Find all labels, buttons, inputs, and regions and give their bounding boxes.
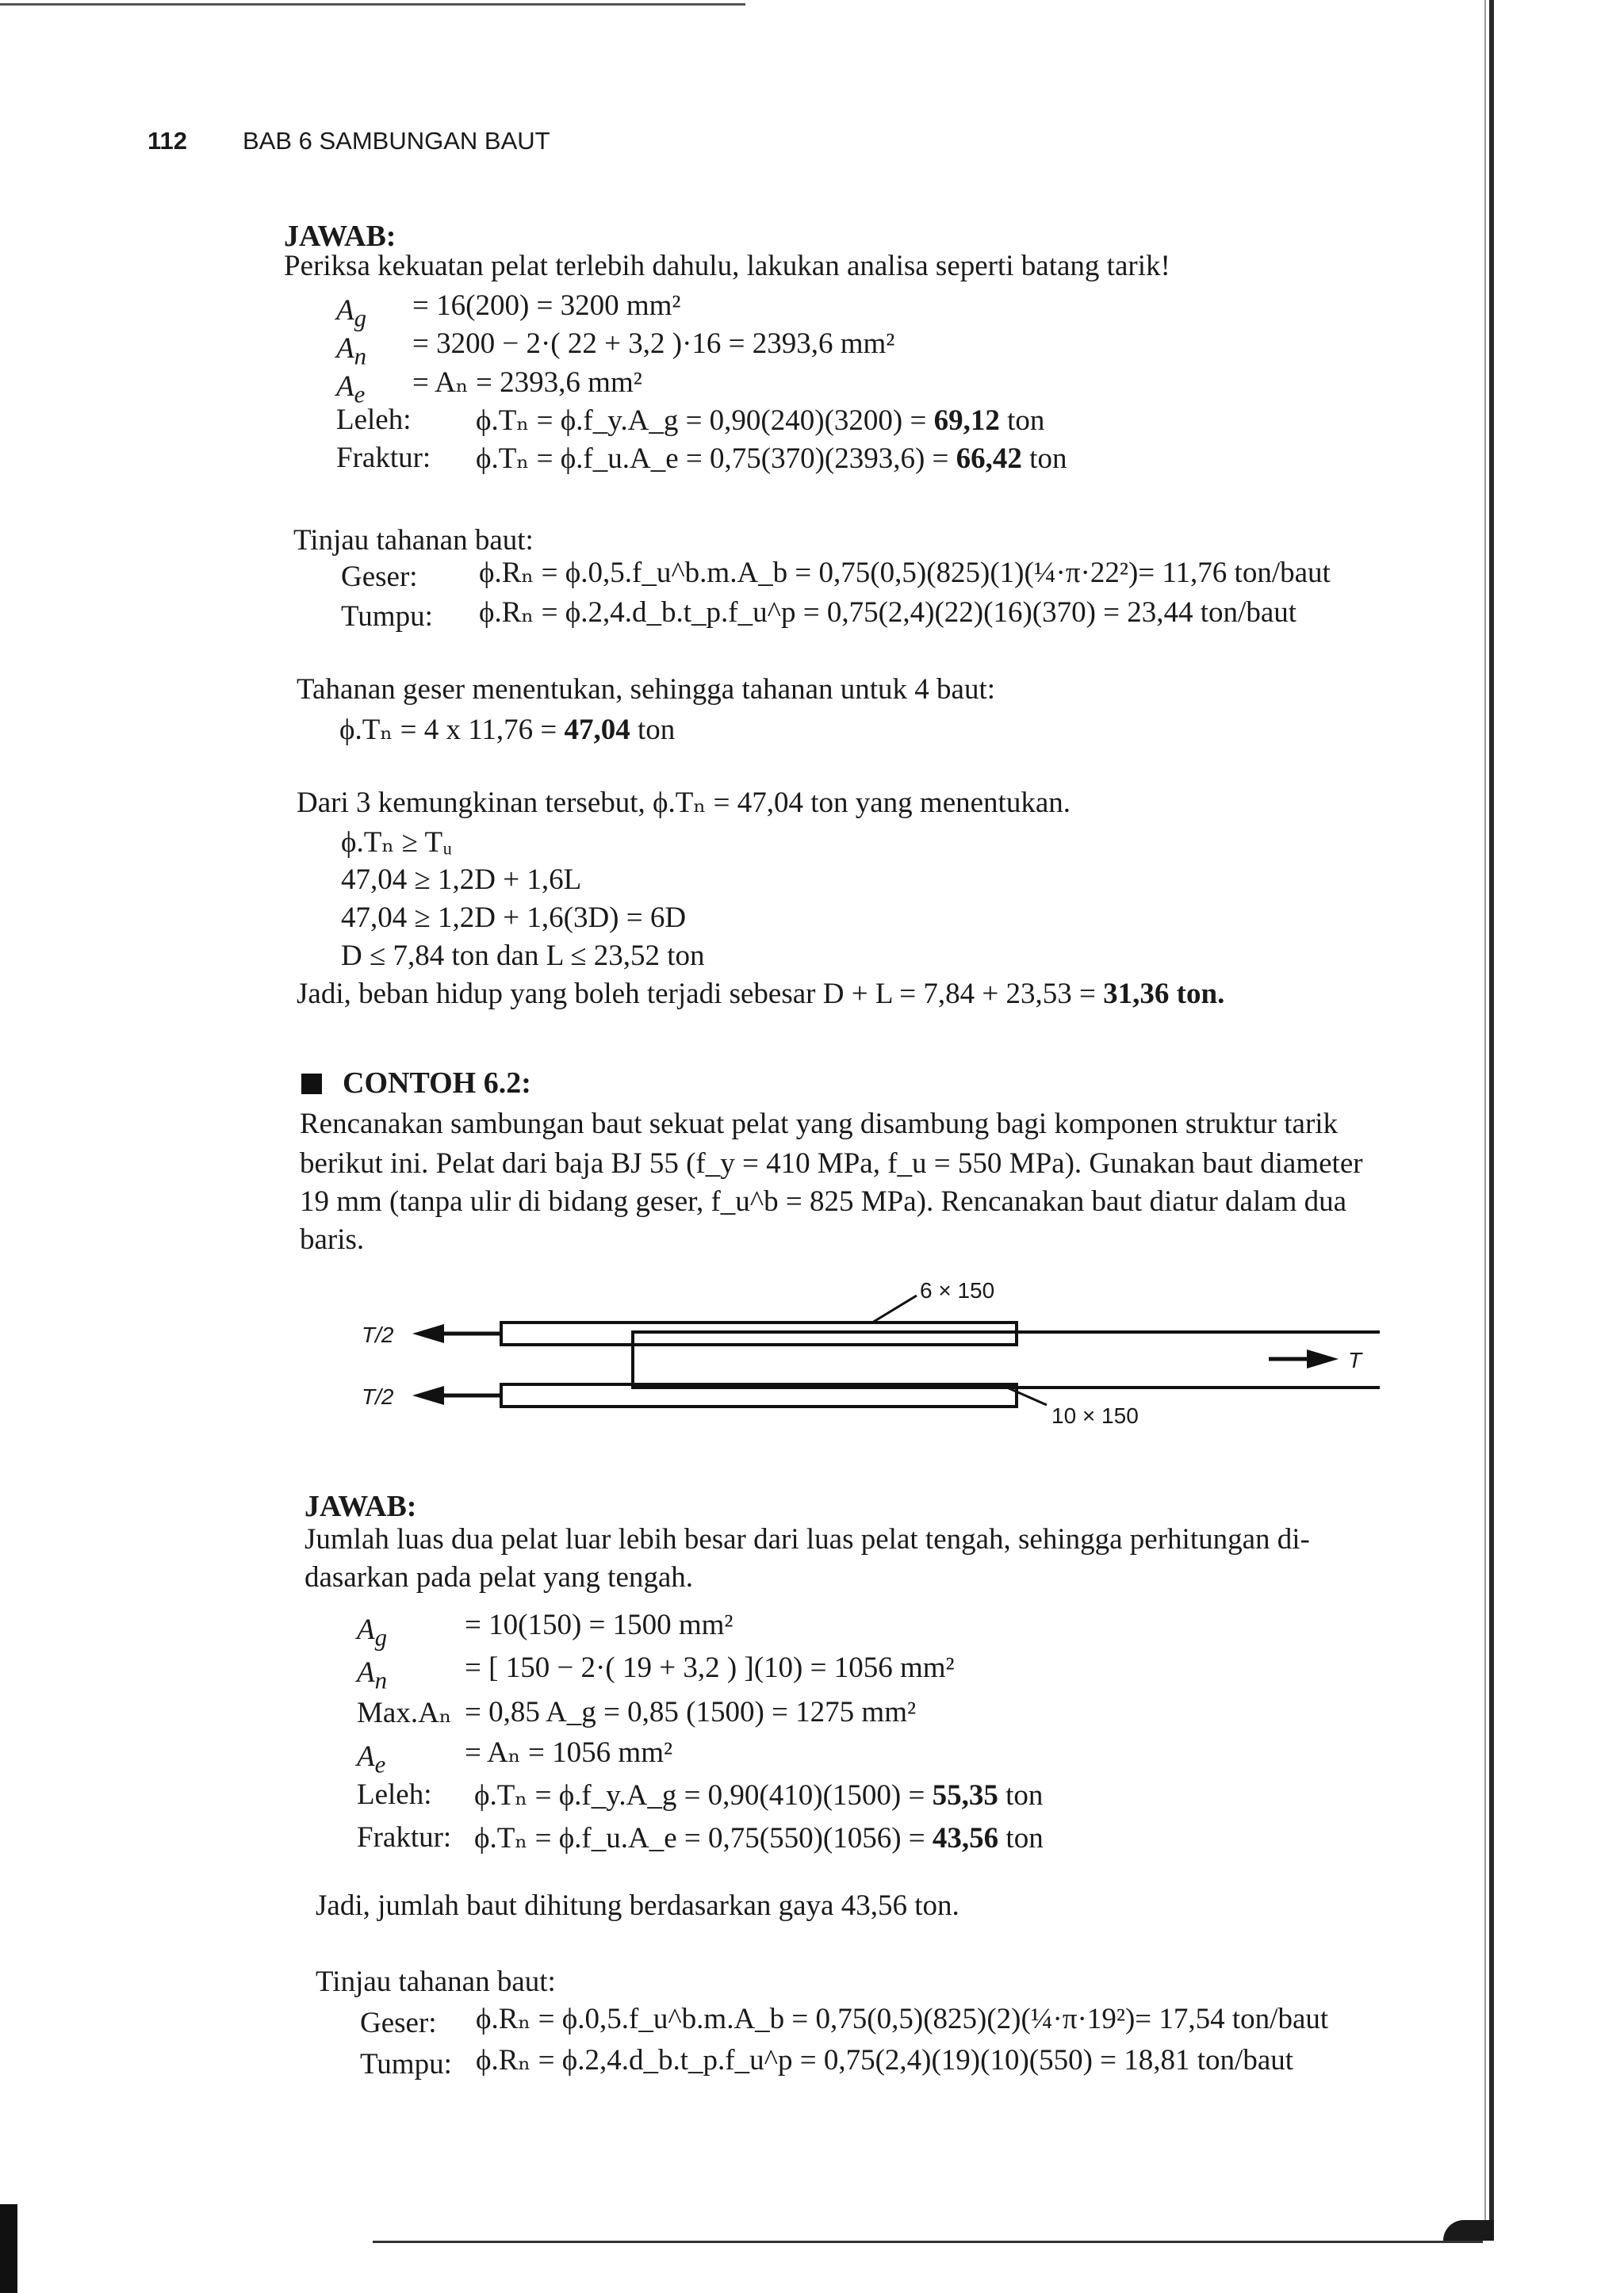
left-arrow-bottom-icon	[412, 1386, 444, 1405]
answer2-line-1: Jumlah luas dua pelat luar lebih besar dari luas pelat tengah, sehingga perhitungan di-	[304, 1523, 1310, 1556]
leleh-unit: ton	[999, 404, 1045, 437]
leleh-result: 69,12	[933, 404, 1000, 437]
an-value: = 3200 − 2·( 22 + 3,2 )·16 = 2393,6 mm²	[412, 327, 895, 360]
fraktur2-result: 43,56	[932, 1822, 999, 1855]
fraktur-label: Fraktur:	[336, 442, 431, 474]
an2-value: = [ 150 − 2·( 19 + 3,2 ) ](10) = 1056 mm²	[465, 1652, 955, 1684]
answer2-heading: JAWAB:	[304, 1490, 417, 1523]
leleh-label: Leleh:	[336, 404, 412, 436]
plate-splice-figure	[333, 1269, 1380, 1443]
leleh2-unit: ton	[998, 1779, 1044, 1812]
right-binding-edge-inner	[1484, 0, 1486, 2220]
left-force-top: T/2	[362, 1323, 394, 1347]
example-heading: CONTOH 6.2:	[343, 1066, 531, 1100]
conclusion-line: Dari 3 kemungkinan tersebut, ϕ.Tₙ = 47,04 ton yang menentukan.	[297, 787, 1071, 819]
chapter-title: BAB 6 SAMBUNGAN BAUT	[243, 127, 550, 155]
max-an-label: Max.Aₙ	[357, 1697, 452, 1729]
ae-label: $A_e$	[336, 370, 366, 408]
page-number: 112	[147, 127, 188, 155]
inner-plate-label: 10 × 150	[1051, 1403, 1139, 1428]
inner-plate-leader	[1007, 1388, 1047, 1405]
geser2-label: Geser:	[360, 2007, 437, 2039]
final-result: 31,36 ton.	[1103, 978, 1225, 1010]
example-line-2: berikut ini. Pelat dari baja BJ 55 (f_y = 410 MPa, f_u = 550 MPa). Gunakan baut diameter	[300, 1147, 1363, 1180]
inequality-1: ϕ.Tₙ ≥ Tᵤ	[341, 826, 453, 859]
bottom-right-curl	[1443, 2220, 1494, 2241]
ae-value: = Aₙ = 2393,6 mm²	[412, 366, 642, 399]
leleh2-result: 55,35	[932, 1779, 998, 1812]
four-bolts-formula: ϕ.Tₙ = 4 x 11,76 =	[339, 714, 565, 746]
fraktur2-formula: ϕ.Tₙ = ϕ.f_u.A_e = 0,75(550)(1056) =	[474, 1822, 933, 1855]
ae2-label: $A_e$	[357, 1740, 386, 1778]
fraktur2-unit: ton	[998, 1822, 1044, 1855]
geser2-formula: ϕ.Rₙ = ϕ.0,5.f_u^b.m.A_b = 0,75(0,5)(825)(2)(¼·π·19²)= 17,54 ton/baut	[476, 2003, 1329, 2035]
top-edge-line	[0, 3, 745, 6]
ag2-label: $A_g$	[357, 1614, 388, 1652]
geser-formula: ϕ.Rₙ = ϕ.0,5.f_u^b.m.A_b = 0,75(0,5)(825)(1)(¼·π·22²)= 11,76 ton/baut	[479, 557, 1331, 589]
an2-label: $A_n$	[357, 1656, 388, 1694]
max-an-value: = 0,85 A_g = 0,85 (1500) = 1275 mm²	[465, 1696, 917, 1728]
right-binding-edge	[1489, 0, 1494, 2220]
inner-plate	[633, 1332, 1380, 1388]
example-line-1: Rencanakan sambungan baut sekuat pelat yang disambung bagi komponen struktur tarik	[300, 1108, 1339, 1140]
tumpu-label: Tumpu:	[341, 600, 433, 633]
example-line-3: 19 mm (tanpa ulir di bidang geser, f_u^b = 825 MPa). Rencanakan baut diatur dalam dua	[300, 1185, 1347, 1218]
right-arrow-icon	[1307, 1349, 1339, 1369]
leleh2-line	[474, 1778, 1043, 1813]
leleh-line	[476, 403, 1044, 438]
final-line	[297, 977, 1224, 1011]
inequality-3: 47,04 ≥ 1,2D + 1,6(3D) = 6D	[341, 902, 687, 934]
bolts-count: Jadi, jumlah baut dihitung berdasarkan gaya 43,56 ton.	[316, 1889, 959, 1922]
shear-governs: Tahanan geser menentukan, sehingga tahanan untuk 4 baut:	[297, 673, 996, 706]
tumpu2-formula: ϕ.Rₙ = ϕ.2,4.d_b.t_p.f_u^p = 0,75(2,4)(19)(10)(550) = 18,81 ton/baut	[476, 2044, 1294, 2077]
bottom-edge-line	[373, 2241, 1483, 2243]
final-text: Jadi, beban hidup yang boleh terjadi sebesar D + L = 7,84 + 23,53 =	[297, 978, 1104, 1010]
tumpu-formula: ϕ.Rₙ = ϕ.2,4.d_b.t_p.f_u^p = 0,75(2,4)(22)(16)(370) = 23,44 ton/baut	[479, 596, 1297, 629]
four-bolts	[339, 712, 675, 747]
left-force-bottom: T/2	[362, 1384, 394, 1409]
inequality-4: D ≤ 7,84 ton dan L ≤ 23,52 ton	[341, 940, 705, 972]
fraktur2-line	[474, 1820, 1044, 1855]
outer-plate-label: 6 × 150	[920, 1278, 995, 1303]
outer-plate-leader	[872, 1296, 917, 1323]
fraktur-line	[476, 441, 1067, 476]
answer2-line-2: dasarkan pada pelat yang tengah.	[304, 1561, 694, 1594]
ae2-value: = Aₙ = 1056 mm²	[465, 1736, 673, 1769]
fraktur-formula: ϕ.Tₙ = ϕ.f_u.A_e = 0,75(370)(2393,6) =	[476, 442, 956, 475]
an-label: $A_n$	[336, 332, 367, 370]
fraktur2-label: Fraktur:	[357, 1821, 452, 1854]
leleh2-formula: ϕ.Tₙ = ϕ.f_y.A_g = 0,90(410)(1500) =	[474, 1779, 933, 1812]
bolt-intro: Tinjau tahanan baut:	[293, 524, 534, 557]
fraktur-result: 66,42	[956, 442, 1022, 475]
answer1-intro: Periksa kekuatan pelat terlebih dahulu, lakukan analisa seperti batang tarik!	[284, 250, 1170, 282]
bolt-intro-2: Tinjau tahanan baut:	[316, 1966, 556, 1998]
ag2-value: = 10(150) = 1500 mm²	[465, 1609, 733, 1641]
right-force: T	[1348, 1348, 1362, 1372]
leleh2-label: Leleh:	[357, 1778, 432, 1811]
inequality-2: 47,04 ≥ 1,2D + 1,6L	[341, 863, 582, 896]
fraktur-unit: ton	[1021, 442, 1067, 475]
example-bullet	[301, 1074, 322, 1094]
geser-label: Geser:	[341, 561, 418, 593]
four-bolts-result: 47,04	[564, 714, 630, 746]
left-corner-mark	[0, 2204, 17, 2293]
four-bolts-unit: ton	[630, 714, 676, 746]
example-line-4: baris.	[300, 1223, 365, 1256]
ag-label: $A_g$	[336, 294, 367, 332]
left-arrow-top-icon	[412, 1324, 444, 1343]
ag-value: = 16(200) = 3200 mm²	[412, 289, 681, 322]
answer1-heading: JAWAB:	[284, 220, 396, 253]
leleh-formula: ϕ.Tₙ = ϕ.f_y.A_g = 0,90(240)(3200) =	[476, 404, 934, 437]
tumpu2-label: Tumpu:	[360, 2048, 452, 2081]
